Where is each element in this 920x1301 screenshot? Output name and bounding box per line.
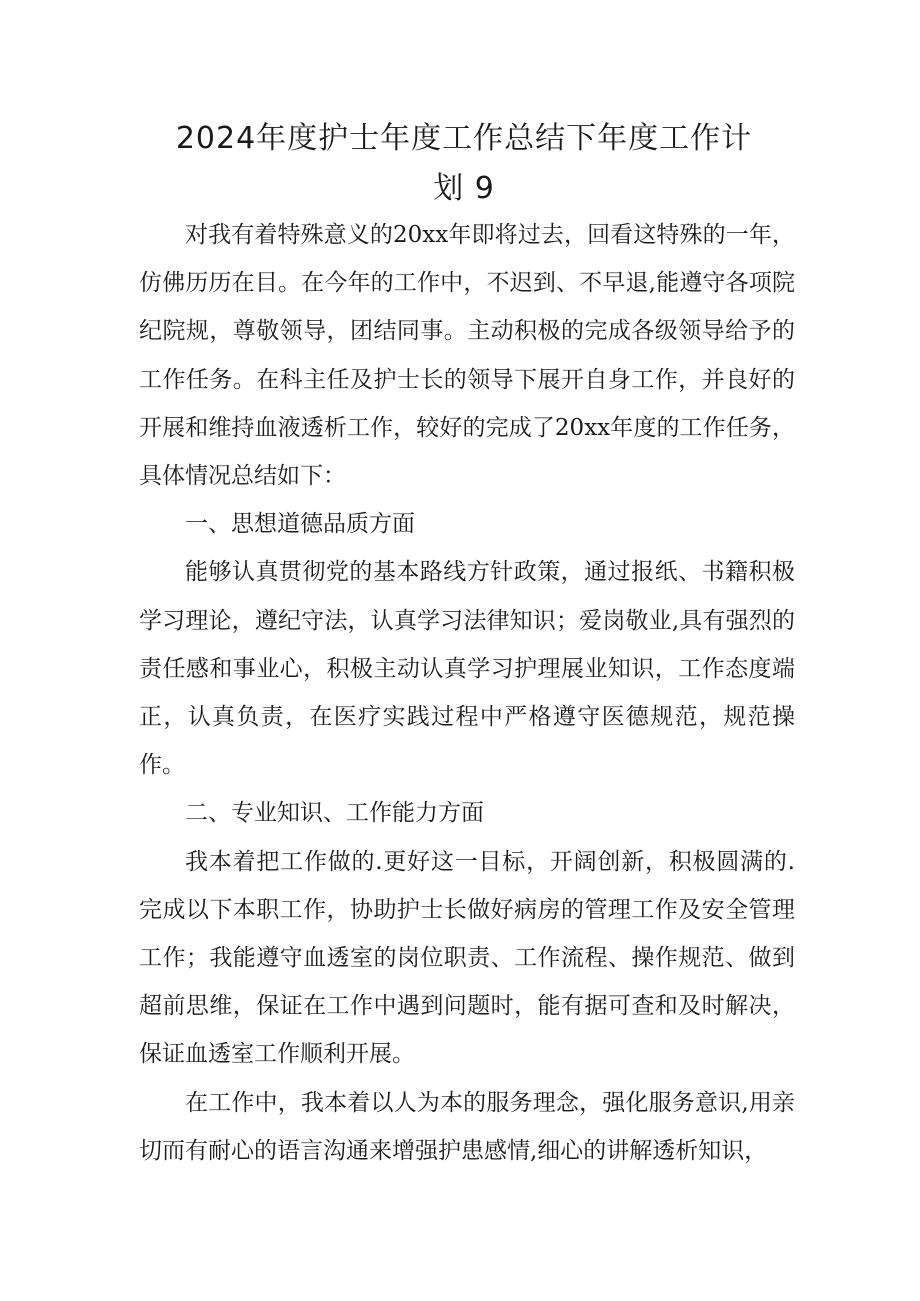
document-title-line-1: 2024年度护士年度工作总结下年度工作计 — [175, 121, 753, 156]
section-heading-2: 二、专业知识、工作能力方面 — [185, 800, 484, 827]
paragraph-section-1: 能够认真贯彻党的基本路线方针政策，通过报纸、书籍积极学习理论，遵纪守法，认真学习法律知识；爱岗敬业,具有强烈的责任感和事业心，积极主动认真学习护理展业知识，工作态度端正，认真负责，在医疗实践过程中严格遵守医德规范，规范操作。 — [139, 559, 795, 779]
paragraph-section-2: 我本着把工作做的.更好这一目标，开阔创新，积极圆满的.完成以下本职工作，协助护士长做好病房的管理工作及安全管理工作；我能遵守血透室的岗位职责、工作流程、操作规范、做到超前思维，保证在工作中遇到问题时，能有据可查和及时解决，保证血透室工作顺利开展。 — [139, 848, 795, 1068]
document-body — [139, 211, 795, 1175]
section-heading-1: 一、思想道德品质方面 — [185, 511, 415, 538]
document-title-line-2: 划 9 — [433, 171, 495, 206]
paragraph-service: 在工作中，我本着以人为本的服务理念，强化服务意识,用亲切而有耐心的语言沟通来增强护患感情,细心的讲解透析知识， — [139, 1089, 795, 1164]
paragraph-intro: 对我有着特殊意义的20xx年即将过去，回看这特殊的一年，仿佛历历在目。在今年的工作中，不迟到、不早退,能遵守各项院纪院规，尊敬领导，团结同事。主动积极的完成各级领导给予的工作任务。在科主任及护士长的领导下展开自身工作，并良好的开展和维持血液透析工作，较好的完成了20xx年度的工作任务，具体情况总结如下： — [139, 222, 795, 490]
